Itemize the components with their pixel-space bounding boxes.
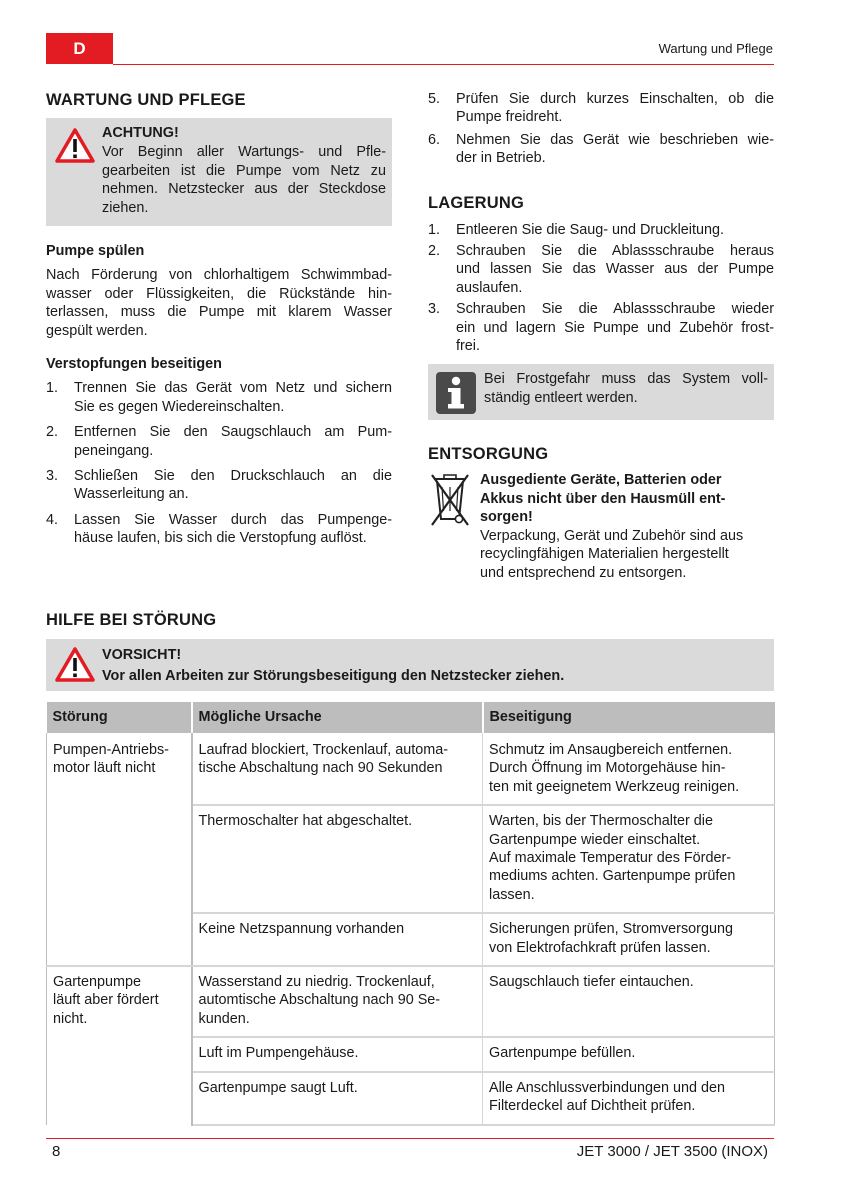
cell-line: ten mit geeignetem Werkzeug reinigen. [489,778,740,795]
cause-cell [192,1037,483,1071]
info-line: ständig entleert werden. [484,389,638,406]
info-line: Bei Frostgefahr muss das System voll- [484,371,768,388]
cell-line: motor läuft nicht [53,760,156,777]
fix-cell [483,1037,775,1071]
list-item [428,221,774,239]
step-line: Entfernen Sie den Saugschlauch am Pum- [74,424,392,441]
clog-steps-continued [428,90,774,168]
list-item [428,300,774,355]
table-row [47,733,775,805]
info-icon [436,372,476,414]
column-header: Beseitigung [483,702,775,733]
column-header: Störung [47,702,192,733]
right-column [428,90,774,582]
disposal-block [428,471,774,581]
step-number: 5. [428,91,441,107]
step-line: der in Betrieb. [456,150,546,167]
section-header-title: Wartung und Pflege [658,41,773,56]
fault-cell [47,733,192,966]
paragraph-line: gespült werden. [46,322,148,339]
caution-box [46,639,774,691]
list-item [46,379,392,416]
caution-text: Vor allen Arbeiten zur Störungsbeseitigung den Netzstecker ziehen. [102,668,565,685]
header-divider [113,64,774,65]
cell-line: Gartenpumpe saugt Luft. [198,1079,358,1096]
cause-cell [192,913,483,966]
cell-line: Wasserstand zu niedrig. Trockenlauf, [198,974,435,991]
step-line: Schrauben Sie die Ablassschraube heraus [456,243,774,260]
step-line: Schließen Sie den Druckschlauch an die [74,468,392,485]
step-line: Pumpe freidreht. [456,109,563,126]
disposal-bold-line: sorgen! [480,509,533,526]
table-row [47,966,775,1037]
list-item [428,131,774,168]
storage-heading: LAGERUNG [428,193,525,212]
list-item [46,467,392,504]
cell-line: Filterdeckel auf Dichtheit prüfen. [489,1098,696,1115]
disposal-line: und entsprechend zu entsorgen. [480,564,687,581]
fix-cell [483,966,775,1037]
step-line: Trennen Sie das Gerät vom Netz und sichern [74,380,392,397]
step-line: und lassen Sie das Wasser aus der Pumpe [456,261,774,278]
clog-subheading: Verstopfungen beseitigen [46,356,222,373]
step-line: Lassen Sie Wasser durch das Pumpenge- [74,511,392,528]
step-number: 4. [46,511,59,528]
step-line: Sie es gegen Wiedereinschalten. [74,398,285,415]
warning-triangle-icon [55,647,95,683]
column-header: Mögliche Ursache [192,702,483,733]
step-line: ein und lagern Sie Pumpe und Zubehör frost- [456,319,774,336]
flush-paragraph [46,266,392,340]
troubleshooting-heading: HILFE BEI STÖRUNG [46,611,217,629]
step-number: 3. [46,468,59,485]
cause-cell [192,733,483,805]
fault-cell [47,966,192,1124]
cell-line: Auf maximale Temperatur des Förder- [489,850,732,867]
table-header-row [47,702,775,733]
cell-line: automtische Abschaltung nach 90 Se- [198,992,441,1009]
cell-line: Pumpen-Antriebs- [53,742,169,758]
warning-triangle-icon [55,128,95,164]
warning-box [46,118,392,226]
step-line: Wasserleitung an. [74,486,189,503]
cell-line: läuft aber fördert [53,992,159,1009]
cell-line: von Elektrofachkraft prüfen lassen. [489,939,711,956]
info-text [484,370,768,407]
step-line: Nehmen Sie das Gerät wie beschrieben wie- [456,131,774,148]
footer-divider [46,1138,774,1139]
cell-line: Thermoschalter hat abgeschaltet. [198,813,413,830]
step-line: frei. [456,338,480,355]
step-number: 1. [428,221,441,238]
step-number: 1. [46,380,59,397]
fix-cell [483,805,775,913]
page-number: 8 [52,1143,61,1160]
cell-line: Gartenpumpe [53,974,141,991]
step-line: Entleeren Sie die Saug- und Druckleitung. [456,221,724,238]
cell-line: Alle Anschlussverbindungen und den [489,1079,726,1096]
paragraph-line: terlassen, muss die Pumpe mit klarem Wasser [46,304,392,321]
cause-cell [192,805,483,913]
list-item [428,90,774,127]
cell-line: Warten, bis der Thermoschalter die [489,813,713,830]
fix-cell [483,1072,775,1125]
cause-cell [192,1072,483,1125]
cell-line: Saugschlauch tiefer eintauchen. [489,974,694,991]
warning-line: nehmen. Netzstecker aus der Steckdose [102,181,386,198]
cell-line: Laufrad blockiert, Trockenlauf, automa- [198,742,449,758]
fix-cell [483,733,775,805]
step-line: peneingang. [74,442,154,459]
troubleshooting-table [46,702,775,1126]
list-item [46,511,392,548]
disposal-bold-line: Akkus nicht über den Hausmüll ent- [480,490,726,507]
crossed-bin-icon [428,471,472,531]
flush-subheading: Pumpe spülen [46,243,145,259]
cell-line: Sicherungen prüfen, Stromversorgung [489,921,733,938]
warning-line: gearbeiten ist die Pumpe vom Netz zu [102,162,386,179]
cell-line: Luft im Pumpengehäuse. [198,1045,359,1062]
disposal-heading: ENTSORGUNG [428,445,549,464]
step-number: 3. [428,301,441,318]
cell-line: Gartenpumpe wieder einschaltet. [489,831,701,848]
cell-line: nicht. [53,1010,88,1027]
list-item [428,242,774,297]
cause-cell [192,966,483,1037]
step-line: häuse laufen, bis sich die Verstopfung auflöst. [74,530,367,547]
caution-title: VORSICHT! [102,647,182,663]
left-column [46,90,392,548]
step-line: Schrauben Sie die Ablassschraube wieder [456,301,774,318]
cell-line: tische Abschaltung nach 90 Sekunden [198,760,443,777]
warning-text [102,143,386,217]
list-item [46,423,392,460]
cell-line: Gartenpumpe befüllen. [489,1045,636,1062]
step-number: 2. [428,243,441,260]
cell-line: Durch Öffnung im Motorgehäuse hin- [489,760,726,777]
clog-steps-list [46,379,392,547]
cell-line: Schmutz im Ansaugbereich entfernen. [489,742,733,758]
step-number: 6. [428,131,441,148]
step-number: 2. [46,424,59,441]
warning-title: ACHTUNG! [102,125,179,141]
fix-cell [483,913,775,966]
warning-line: ziehen. [102,199,149,216]
storage-steps-list [428,221,774,356]
language-tab: D [46,33,113,64]
cell-line: mediums achten. Gartenpumpe prüfen [489,868,736,885]
disposal-line: recyclingfähigen Materialien hergestellt [480,546,729,563]
cell-line: kunden. [198,1010,250,1027]
maintenance-heading: WARTUNG UND PFLEGE [46,91,246,109]
info-box [428,364,774,420]
disposal-warning [480,471,774,526]
cell-line: lassen. [489,886,535,903]
cell-line: Keine Netzspannung vorhanden [198,921,405,938]
paragraph-line: Nach Förderung von chlorhaltigem Schwimmbad- [46,267,392,284]
model-name: JET 3000 / JET 3500 (INOX) [576,1143,768,1160]
disposal-line: Verpackung, Gerät und Zubehör sind aus [480,527,744,544]
step-line: auslaufen. [456,279,523,296]
paragraph-line: wasser oder Flüssigkeiten, die Rückstände hin- [46,285,392,302]
warning-line: Vor Beginn aller Wartungs- und Pfle- [102,144,386,161]
step-line: Prüfen Sie durch kurzes Einschalten, ob die [456,91,774,107]
disposal-bold-line: Ausgediente Geräte, Batterien oder [480,472,722,489]
disposal-text [480,527,774,582]
